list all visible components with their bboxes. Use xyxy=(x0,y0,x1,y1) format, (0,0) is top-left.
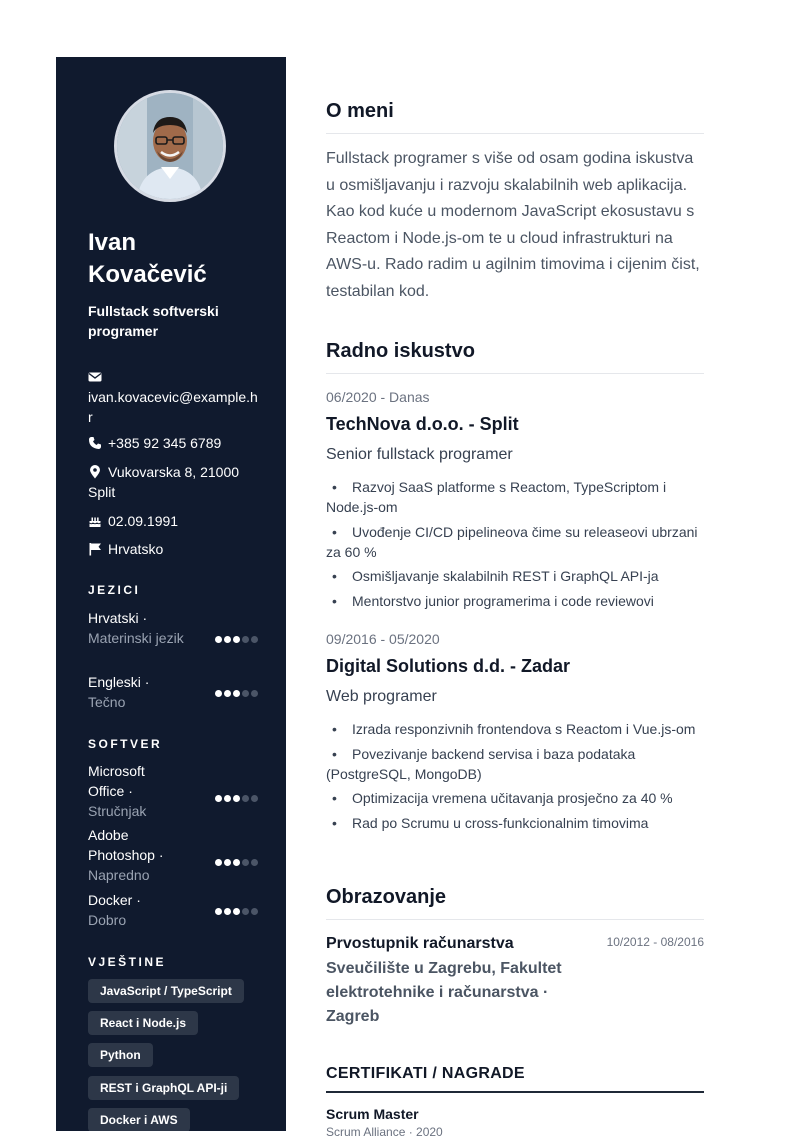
bullet-item: • Uvođenje CI/CD pipelineova čime su releaseovi ubrzani za 60 % xyxy=(326,522,704,562)
bullet-item: • Rad po Scrumu u cross-funkcionalnim timovima xyxy=(326,813,704,833)
rating-dot-empty xyxy=(242,908,249,915)
software-item: Docker · Dobro xyxy=(88,890,258,930)
nationality-row xyxy=(88,539,258,559)
skill-tag: Docker i AWS xyxy=(88,1108,190,1131)
software-name: Adobe Photoshop xyxy=(88,827,155,863)
bullet-item: • Optimizacija vremena učitavanja prosječno za 40 % xyxy=(326,788,704,808)
job-dates: 06/2020 - Danas xyxy=(326,389,430,405)
education-degree: Prvostupnik računarstva xyxy=(326,935,514,952)
rating-dot-filled xyxy=(224,908,231,915)
skill-tag: Python xyxy=(88,1043,153,1067)
birthdate-text: 02.09.1991 xyxy=(108,513,179,529)
language-item: Hrvatski · Materinski jezik xyxy=(88,608,258,648)
bullet-item: • Mentorstvo junior programerima i code reviewovi xyxy=(326,591,704,611)
language-item: Engleski · Tečno xyxy=(88,672,258,712)
phone-icon xyxy=(88,436,102,450)
rating-dots xyxy=(213,628,258,648)
education-heading: Obrazovanje xyxy=(326,886,704,920)
candidate-name xyxy=(88,227,207,291)
rating-dot-empty xyxy=(251,908,258,915)
rating-dot-empty xyxy=(242,859,249,866)
email-text: ivan.kovacevic@example.hr xyxy=(88,389,258,425)
rating-dot-empty xyxy=(251,690,258,697)
last-name: Kovačević xyxy=(88,261,207,288)
rating-dot-filled xyxy=(233,795,240,802)
rating-dots xyxy=(213,682,258,702)
rating-dot-filled xyxy=(215,636,222,643)
birthdate-row xyxy=(88,511,258,531)
rating-dots xyxy=(213,900,258,920)
bullet-item: • Izrada responzivnih frontendova s Reactom i Vue.js-om xyxy=(326,719,704,739)
skill-tag: React i Node.js xyxy=(88,1011,198,1035)
about-heading: O meni xyxy=(326,100,704,134)
software-level: Stručnjak xyxy=(88,803,147,819)
address-text: Vukovarska 8, 21000 Split xyxy=(88,464,240,500)
job-company: Digital Solutions d.d. - Zadar xyxy=(326,656,571,676)
rating-dot-filled xyxy=(215,908,222,915)
rating-dot-filled xyxy=(233,859,240,866)
sidebar xyxy=(56,57,286,1131)
software-item: Adobe Photoshop · Napredno xyxy=(88,825,258,885)
rating-dot-filled xyxy=(224,690,231,697)
phone-text: +385 92 345 6789 xyxy=(108,435,222,451)
software-level: Dobro xyxy=(88,912,127,928)
job-company: TechNova d.o.o. - Split xyxy=(326,414,519,434)
profile-photo xyxy=(117,93,223,199)
languages-heading: JEZICI xyxy=(88,583,141,597)
avatar xyxy=(114,90,226,202)
rating-dot-filled xyxy=(233,908,240,915)
skill-tag: REST i GraphQL API-ji xyxy=(88,1076,239,1100)
bullet-item: • Osmišljavanje skalabilnih REST i GraphQL API-ja xyxy=(326,566,704,586)
rating-dot-filled xyxy=(233,636,240,643)
about-text: Fullstack programer s više od osam godina iskustva u osmišljavanju i razvoju skalabilnih web aplikacija. Kao kod kuće u modernom JavaScript ekosustavu s Reactom i Node.js-om te u cloud infrastrukturi na AWS-u. Rado radim u agilnim timovima i cijenim čist, testabilan kod. xyxy=(326,150,700,300)
rating-dot-empty xyxy=(242,636,249,643)
certificates-heading: CERTIFIKATI / NAGRADE xyxy=(326,1065,704,1093)
experience-heading: Radno iskustvo xyxy=(326,340,704,374)
phone-row xyxy=(88,433,258,453)
skill-tag: JavaScript / TypeScript xyxy=(88,979,244,1003)
software-name: Microsoft Office xyxy=(88,763,145,799)
rating-dot-filled xyxy=(215,690,222,697)
rating-dot-filled xyxy=(215,795,222,802)
first-name: Ivan xyxy=(88,229,137,256)
email-row xyxy=(88,367,258,427)
language-level: Tečno xyxy=(88,694,126,710)
rating-dot-filled xyxy=(224,859,231,866)
job-bullets xyxy=(326,719,704,837)
rating-dot-empty xyxy=(251,636,258,643)
certificate-name: Scrum Master xyxy=(326,1106,419,1122)
job-role: Web programer xyxy=(326,688,437,705)
rating-dot-empty xyxy=(242,795,249,802)
language-name: Hrvatski xyxy=(88,610,139,626)
language-level: Materinski jezik xyxy=(88,630,184,646)
rating-dot-filled xyxy=(233,690,240,697)
job-bullets xyxy=(326,477,704,615)
rating-dot-empty xyxy=(251,859,258,866)
rating-dot-filled xyxy=(224,795,231,802)
education-school: Sveučilište u Zagrebu, Fakultet elektrotehnike i računarstva · Zagreb xyxy=(326,960,562,1025)
envelope-icon xyxy=(88,370,102,384)
bullet-item: • Razvoj SaaS platforme s Reactom, TypeScriptom i Node.js-om xyxy=(326,477,704,517)
rating-dots xyxy=(213,851,258,871)
language-name: Engleski xyxy=(88,674,141,690)
birthday-cake-icon xyxy=(88,514,102,528)
software-level: Napredno xyxy=(88,867,150,883)
rating-dots xyxy=(213,787,258,807)
bullet-item: • Povezivanje backend servisa i baza podataka (PostgreSQL, MongoDB) xyxy=(326,744,704,784)
job-role: Senior fullstack programer xyxy=(326,446,513,463)
nationality-text: Hrvatsko xyxy=(108,541,164,557)
rating-dot-empty xyxy=(251,795,258,802)
job-dates: 09/2016 - 05/2020 xyxy=(326,631,440,647)
rating-dot-filled xyxy=(224,636,231,643)
flag-icon xyxy=(88,542,102,556)
software-name: Docker xyxy=(88,892,133,908)
job-title: Fullstack softverski programer xyxy=(88,303,219,339)
software-item: Microsoft Office · Stručnjak xyxy=(88,761,258,821)
skills-heading: VJEŠTINE xyxy=(88,955,167,969)
location-pin-icon xyxy=(88,465,102,479)
software-heading: SOFTVER xyxy=(88,737,163,751)
education-dates: 10/2012 - 08/2016 xyxy=(606,935,704,949)
rating-dot-empty xyxy=(242,690,249,697)
address-row xyxy=(88,462,258,502)
certificate-issuer: Scrum Alliance · 2020 xyxy=(326,1125,443,1139)
rating-dot-filled xyxy=(215,859,222,866)
